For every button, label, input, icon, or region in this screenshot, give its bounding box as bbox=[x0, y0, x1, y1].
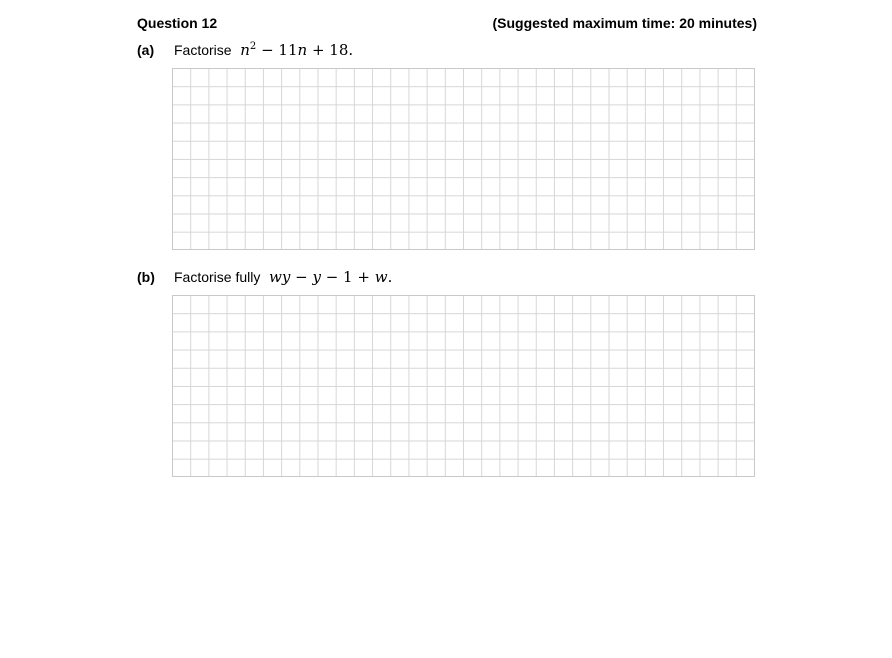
part-a-instruction: Factorise bbox=[174, 42, 232, 58]
expr-b-term-1: wy bbox=[269, 268, 291, 286]
answer-grid-b[interactable] bbox=[172, 295, 755, 477]
part-b-instruction: Factorise fully bbox=[174, 269, 261, 285]
expr-b-term-2: y bbox=[312, 268, 321, 286]
expr-b-term-3: w bbox=[374, 268, 388, 286]
part-b-expression bbox=[264, 268, 392, 286]
expr-a-variable: n bbox=[240, 41, 250, 59]
expr-a-variable-2: n bbox=[297, 41, 308, 59]
part-b-label: (b) bbox=[137, 269, 155, 285]
expr-a-exponent: 2 bbox=[249, 41, 257, 52]
expr-a-term: − 11 bbox=[256, 41, 298, 59]
expr-b-op-1: − bbox=[290, 268, 313, 286]
expr-b-end: . bbox=[387, 268, 393, 286]
suggested-time-note: (Suggested maximum time: 20 minutes) bbox=[492, 15, 757, 31]
part-b-question bbox=[174, 268, 392, 286]
answer-grid-a[interactable] bbox=[172, 68, 755, 250]
part-a-question bbox=[174, 41, 353, 59]
expr-b-op-2: − 1 + bbox=[320, 268, 375, 286]
part-a-label: (a) bbox=[137, 42, 155, 58]
part-a-expression bbox=[235, 41, 353, 59]
question-title: Question 12 bbox=[137, 15, 218, 31]
expr-a-constant: + 18. bbox=[307, 41, 354, 59]
